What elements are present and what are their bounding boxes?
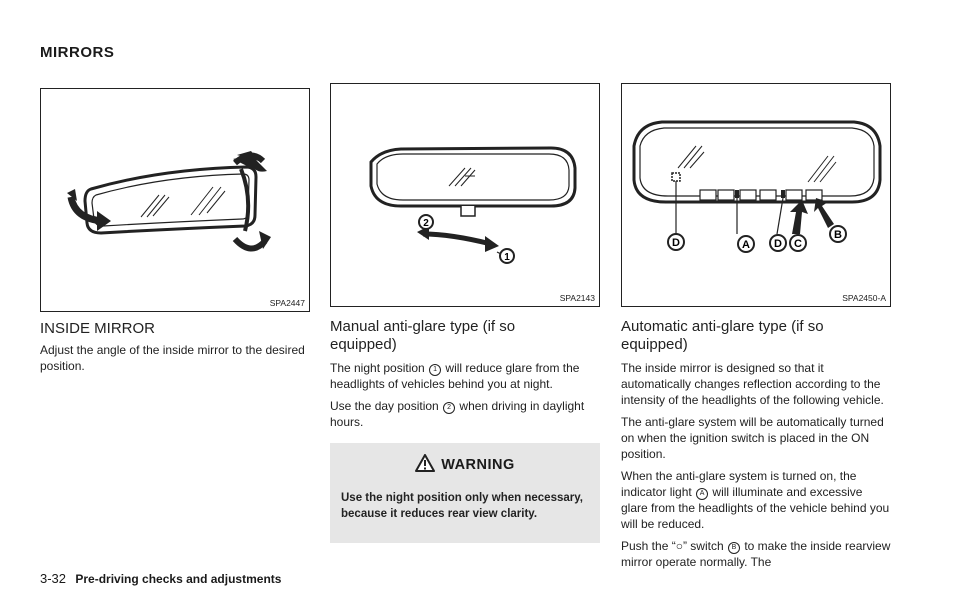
letter-circle-a: A [696, 488, 708, 500]
column-automatic-anti-glare [621, 318, 891, 576]
section-title: MIRRORS [40, 44, 115, 61]
paragraph-night-position: The night position 1 will reduce glare from the headlights of vehicles behind you at night. [330, 361, 580, 391]
heading-line-2: equipped) [621, 336, 688, 353]
figure-automatic-anti-glare [621, 83, 891, 307]
callout-d-left: D [672, 237, 680, 249]
paragraph-auto-on: The anti-glare system will be automatically turned on when the ignition switch is placed in the ON position. [621, 415, 884, 461]
paragraph-day-position: Use the day position 2 when driving in daylight hours. [330, 399, 585, 429]
circle-symbol-icon: ○ [675, 539, 683, 553]
warning-box [330, 443, 600, 543]
paragraph-indicator-light: When the anti-glare system is turned on, the indicator light A will illuminate and excessive glare from the headlights of the vehicle behind you will be reduced. [621, 469, 890, 531]
figure-code: SPA2143 [559, 293, 595, 303]
warning-triangle-icon [415, 454, 435, 472]
paragraph-inside-mirror: Adjust the angle of the inside mirror to the desired position. [40, 343, 305, 373]
figure-code: SPA2450-A [842, 293, 886, 303]
figure-manual-anti-glare [330, 83, 600, 307]
figure-code: SPA2447 [269, 298, 305, 308]
num-circle-1: 1 [429, 364, 441, 376]
callout-1: 1 [504, 252, 510, 263]
num-circle-2: 2 [443, 402, 455, 414]
paragraph-auto-reflection: The inside mirror is designed so that it automatically changes reflection according to the intensity of the headlights of the following vehicle. [621, 361, 884, 407]
callout-c: C [794, 238, 802, 250]
footer-section-name: Pre-driving checks and adjustments [75, 572, 282, 586]
figure-inside-mirror [40, 88, 310, 312]
callout-d-right: D [774, 238, 782, 250]
warning-title-row [330, 454, 600, 473]
heading-line-2: equipped) [330, 336, 397, 353]
callout-a: A [742, 239, 750, 251]
automatic-mirror-illustration [622, 84, 890, 306]
warning-title: WARNING [441, 457, 515, 473]
page-footer [40, 571, 281, 586]
column-inside-mirror [40, 320, 308, 380]
callout-b: B [834, 229, 842, 241]
manual-mirror-illustration [331, 84, 599, 306]
letter-circle-b: B [728, 542, 740, 554]
callout-2: 2 [423, 218, 429, 229]
page-number: 3-32 [40, 571, 67, 586]
heading-line-1: Manual anti-glare type (if so [330, 318, 516, 335]
inside-mirror-illustration [41, 89, 309, 311]
heading-automatic-anti-glare [621, 318, 891, 354]
heading-manual-anti-glare [330, 318, 600, 354]
column-manual-anti-glare [330, 318, 600, 436]
heading-inside-mirror: INSIDE MIRROR [40, 320, 156, 337]
paragraph-switch: Push the “○” switch B to make the inside rearview mirror operate normally. The [621, 539, 891, 569]
warning-text: Use the night position only when necessary, because it reduces rear view clarity. [341, 492, 583, 520]
heading-line-1: Automatic anti-glare type (if so [621, 318, 824, 335]
